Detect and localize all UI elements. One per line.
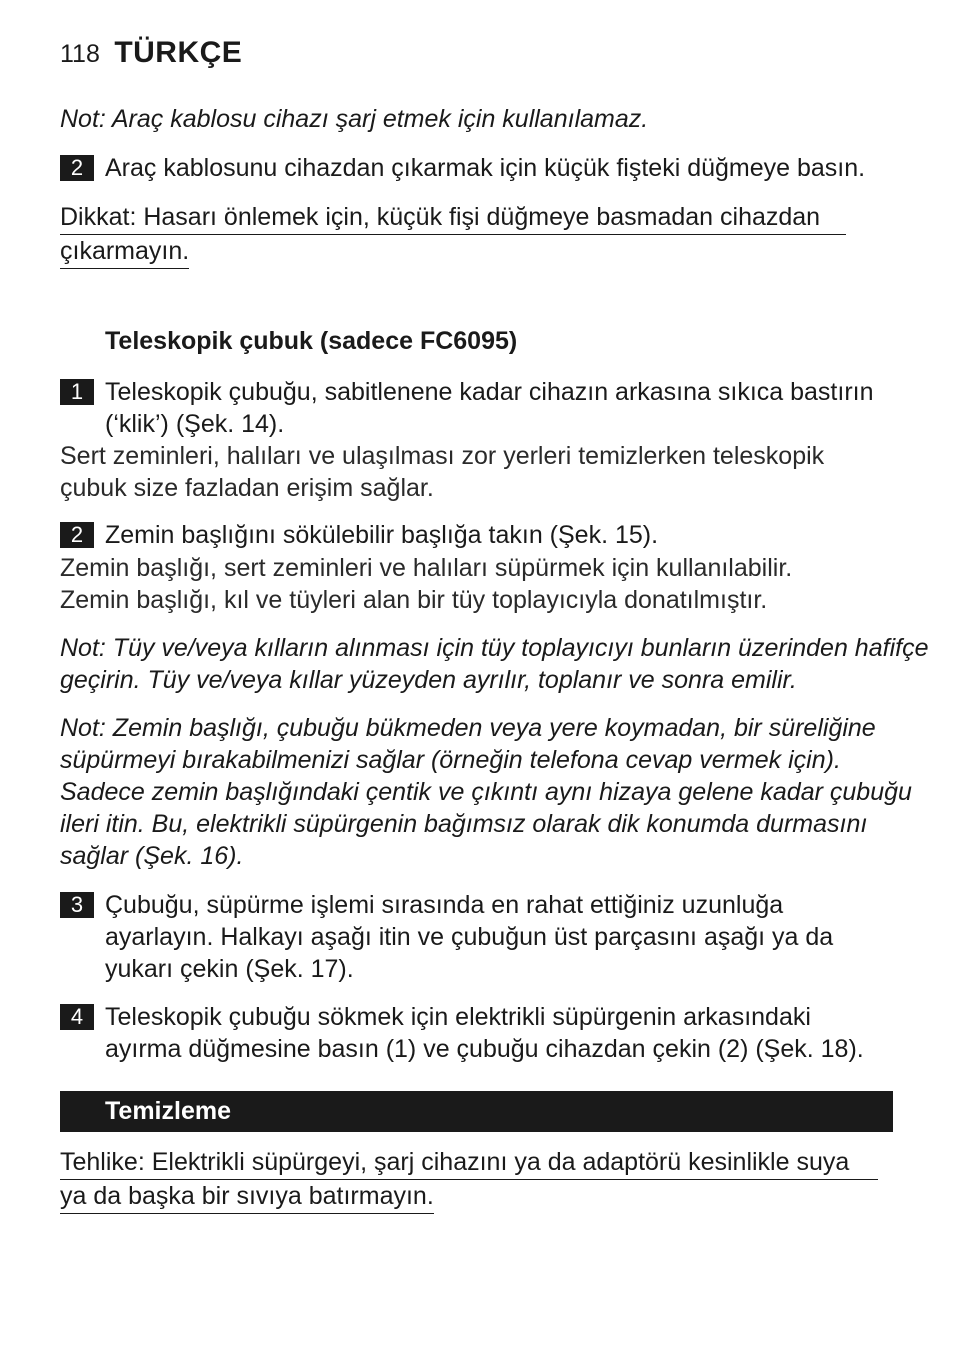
step-text: yukarı çekin (Şek. 17). bbox=[105, 955, 354, 983]
note-line: geçirin. Tüy ve/veya kıllar yüzeyden ayrılır, toplanır ve sonra emilir. bbox=[60, 666, 797, 694]
step-description: Zemin başlığı, sert zeminleri ve halıları süpürmek için kullanılabilir. bbox=[60, 554, 793, 582]
note-line: Not: Tüy ve/veya kılların alınması için tüy toplayıcıyı bunların üzerinden hafifçe bbox=[60, 634, 929, 662]
danger-line: Tehlike: Elektrikli süpürgeyi, şarj cihazını ya da adaptörü kesinlikle suya bbox=[60, 1146, 878, 1180]
caution-line: Dikkat: Hasarı önlemek için, küçük fişi düğmeye basmadan cihazdan bbox=[60, 201, 846, 235]
step-text: (‘klik’) (Şek. 14). bbox=[105, 410, 285, 438]
danger-block bbox=[60, 1146, 878, 1214]
note-line: sağlar (Şek. 16). bbox=[60, 842, 244, 870]
section-title: Temizleme bbox=[105, 1097, 231, 1125]
step-text: Teleskopik çubuğu, sabitlenene kadar cihazın arkasına sıkıca bastırın bbox=[105, 378, 874, 406]
note-line: süpürmeyi bırakabilmenizi sağlar (örneğin telefona cevap vermek için). bbox=[60, 746, 841, 774]
section-subheading: Teleskopik çubuk (sadece FC6095) bbox=[105, 327, 518, 355]
page-number: 118 bbox=[60, 40, 100, 68]
note-car-cable: Not: Araç kablosu cihazı şarj etmek için kullanılamaz. bbox=[60, 105, 649, 133]
danger-line: ya da başka bir sıvıya batırmayın. bbox=[60, 1180, 434, 1214]
step-text: Araç kablosunu cihazdan çıkarmak için küçük fişteki düğmeye basın. bbox=[105, 154, 866, 182]
step-number-badge: 4 bbox=[60, 1004, 94, 1030]
step-description: çubuk size fazladan erişim sağlar. bbox=[60, 474, 434, 502]
step-text: Çubuğu, süpürme işlemi sırasında en rahat ettiğiniz uzunluğa bbox=[105, 891, 784, 919]
section-header-bar bbox=[60, 1091, 893, 1132]
page-header bbox=[60, 36, 242, 70]
step-text: ayarlayın. Halkayı aşağı itin ve çubuğun üst parçasını aşağı ya da bbox=[105, 923, 834, 951]
note-line: Sadece zemin başlığındaki çentik ve çıkıntı aynı hizaya gelene kadar çubuğu bbox=[60, 778, 912, 806]
language-title: TÜRKÇE bbox=[114, 36, 243, 69]
step-description: Zemin başlığı, kıl ve tüyleri alan bir tüy toplayıcıyla donatılmıştır. bbox=[60, 586, 768, 614]
caution-block bbox=[60, 201, 846, 269]
step-number-badge: 2 bbox=[60, 155, 94, 181]
caution-line: çıkarmayın. bbox=[60, 235, 189, 269]
step-number-badge: 1 bbox=[60, 379, 94, 405]
step-description: Sert zeminleri, halıları ve ulaşılması zor yerleri temizlerken teleskopik bbox=[60, 442, 825, 470]
note-line: ileri itin. Bu, elektrikli süpürgenin bağımsız olarak dik konumda durmasını bbox=[60, 810, 868, 838]
note-line: Not: Zemin başlığı, çubuğu bükmeden veya yere koymadan, bir süreliğine bbox=[60, 714, 876, 742]
step-number-badge: 3 bbox=[60, 892, 94, 918]
step-number-badge: 2 bbox=[60, 522, 94, 548]
step-text: Zemin başlığını sökülebilir başlığa takın (Şek. 15). bbox=[105, 521, 659, 549]
step-text: ayırma düğmesine basın (1) ve çubuğu cihazdan çekin (2) (Şek. 18). bbox=[105, 1035, 864, 1063]
step-text: Teleskopik çubuğu sökmek için elektrikli süpürgenin arkasındaki bbox=[105, 1003, 811, 1031]
